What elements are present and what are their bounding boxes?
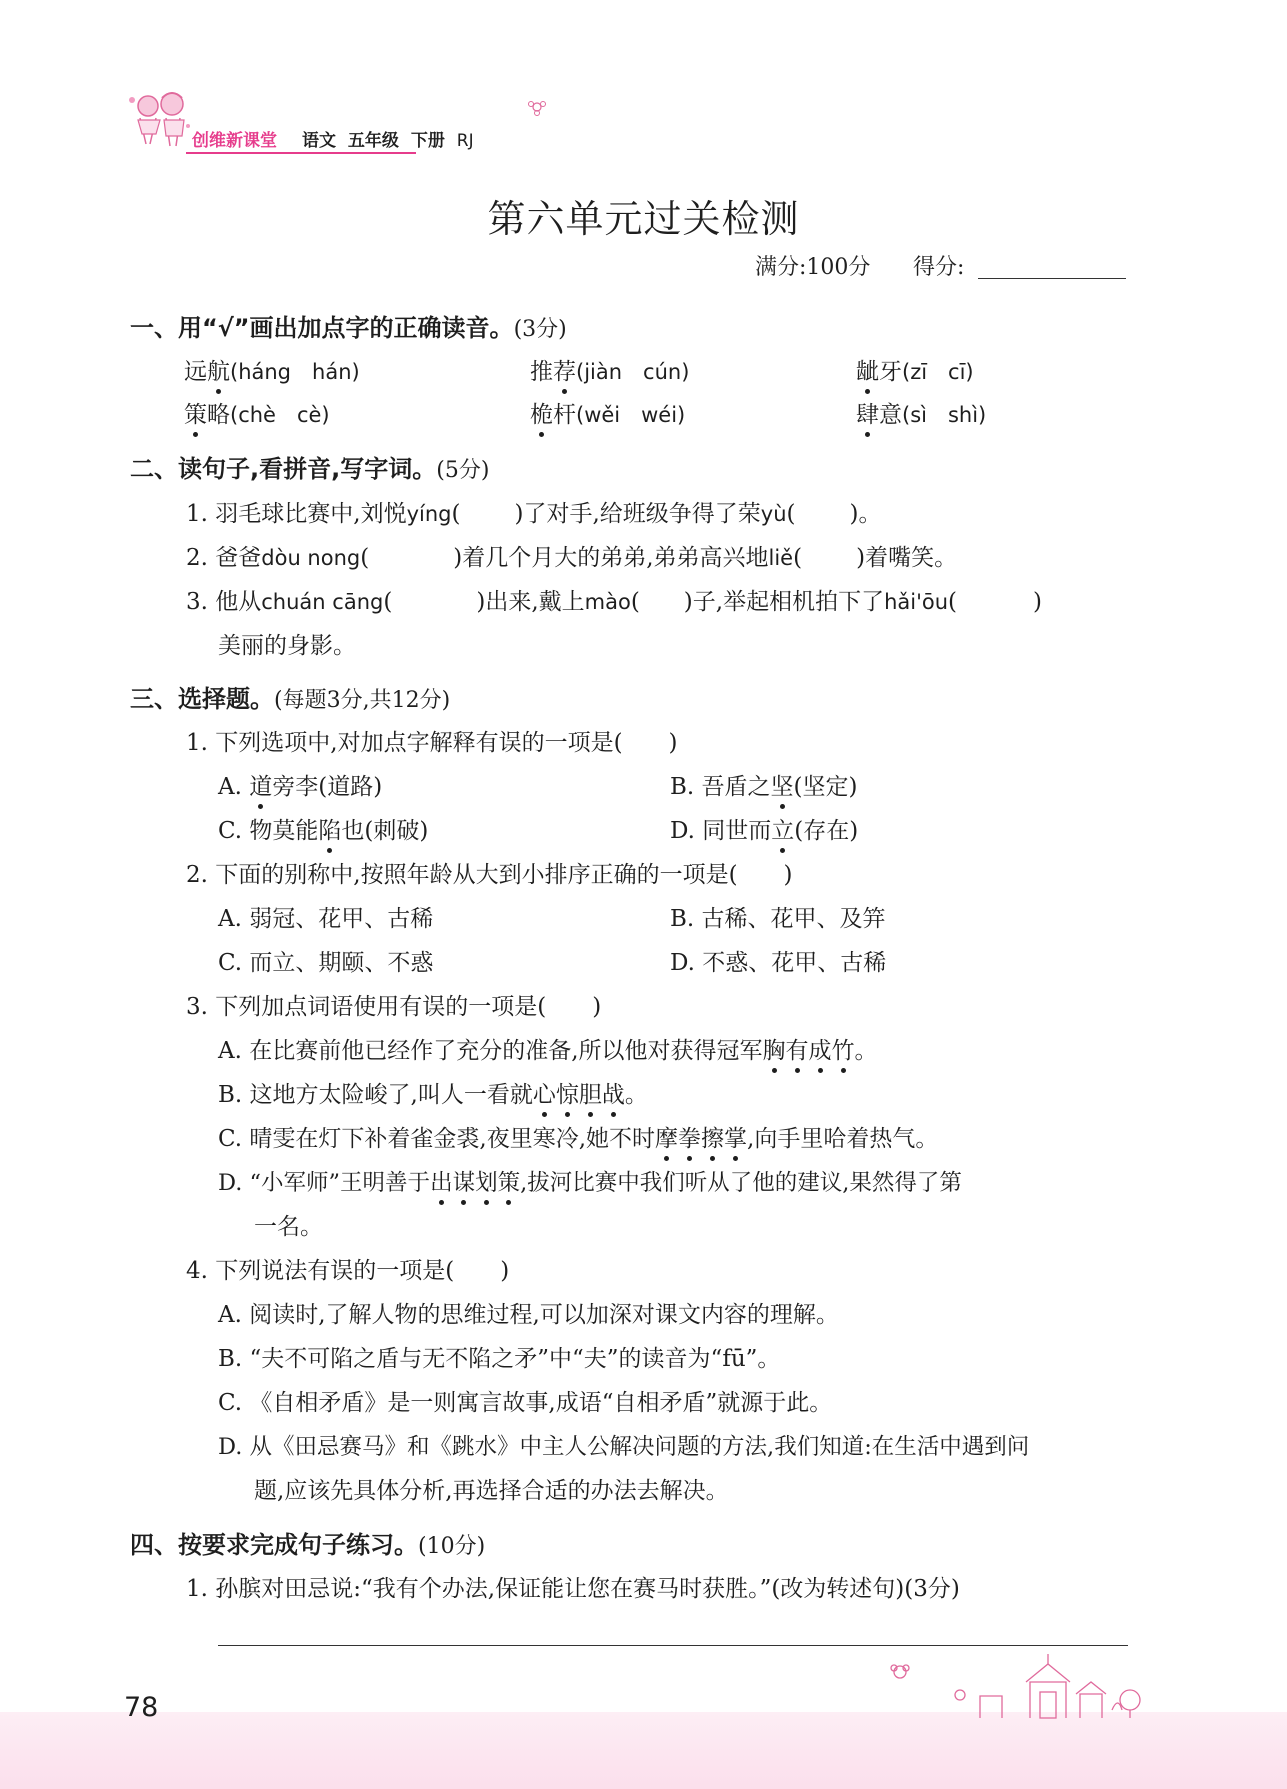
answer-line[interactable] — [218, 1645, 1128, 1646]
s1-item-5: 桅杆(wěi wéi) — [530, 402, 686, 428]
s3-q1-option-b[interactable]: B. 吾盾之坚(坚定) — [670, 774, 858, 800]
s3-q2-option-b[interactable]: B. 古稀、花甲、及笄 — [670, 906, 886, 932]
volume: 下册 — [410, 131, 445, 151]
s3-q3-option-b[interactable]: B. 这地方太险峻了,叫人一看就心惊胆战。 — [218, 1082, 648, 1108]
s2-question-2: 2. 爸爸dòu nong( )着几个月大的弟弟,弟弟高兴地liě( )着嘴笑。 — [186, 545, 958, 571]
brand-name: 创维新课堂 — [192, 131, 277, 151]
s3-q4-option-a[interactable]: A. 阅读时,了解人物的思维过程,可以加深对课文内容的理解。 — [218, 1302, 839, 1328]
s3-q2-stem: 2. 下面的别称中,按照年龄从大到小排序正确的一项是( ) — [186, 862, 793, 888]
s1-item-1: 远航(háng hán) — [184, 359, 360, 385]
full-score: 满分:100分 — [755, 255, 871, 280]
s4-question-1: 1. 孙膑对田忌说:“我有个办法,保证能让您在赛马时获胜。”(改为转述句)(3分) — [186, 1576, 960, 1602]
s3-q4-option-b[interactable]: B. “夫不可陷之盾与无不陷之矛”中“夫”的读音为“fū”。 — [218, 1346, 781, 1372]
s3-q3-option-c[interactable]: C. 晴雯在灯下补着雀金裘,夜里寒冷,她不时摩拳擦掌,向手里哈着热气。 — [218, 1126, 939, 1152]
footer-band — [0, 1712, 1287, 1789]
book-info — [302, 126, 474, 151]
s2-question-1: 1. 羽毛球比赛中,刘悦yíng( )了对手,给班级争得了荣yù( )。 — [186, 501, 882, 527]
s3-q3-option-a[interactable]: A. 在比赛前他已经作了充分的准备,所以他对获得冠军胸有成竹。 — [218, 1038, 878, 1064]
score-label: 得分: — [913, 255, 965, 280]
s2-question-3-cont: 美丽的身影。 — [218, 633, 356, 659]
header-rule — [186, 152, 416, 154]
page-title: 第六单元过关检测 — [487, 197, 800, 241]
s3-q4-option-d[interactable]: D. 从《田忌赛马》和《跳水》中主人公解决问题的方法,我们知道:在生活中遇到问 — [218, 1434, 1030, 1460]
s1-item-6: 肆意(sì shì) — [856, 402, 987, 428]
score-blank[interactable] — [978, 278, 1126, 279]
s1-item-3: 龇牙(zī cī) — [856, 359, 974, 385]
subject: 语文 — [302, 131, 336, 151]
s3-q4-stem: 4. 下列说法有误的一项是( ) — [186, 1258, 510, 1284]
s3-q3-stem: 3. 下列加点词语使用有误的一项是( ) — [186, 994, 602, 1020]
s3-q4-option-c[interactable]: C. 《自相矛盾》是一则寓言故事,成语“自相矛盾”就源于此。 — [218, 1390, 833, 1416]
grade: 五年级 — [347, 131, 399, 151]
s3-q4-option-d-cont: 题,应该先具体分析,再选择合适的办法去解决。 — [254, 1478, 729, 1504]
section-1-heading: 一、用“√”画出加点字的正确读音。(3分) — [130, 314, 567, 342]
s1-item-2: 推荐(jiàn cún) — [530, 359, 690, 385]
s3-q3-option-d[interactable]: D. “小军师”王明善于出谋划策,拔河比赛中我们听从了他的建议,果然得了第 — [218, 1170, 962, 1196]
s3-q2-option-a[interactable]: A. 弱冠、花甲、古稀 — [218, 906, 434, 932]
edition: RJ — [456, 131, 474, 151]
s3-q1-option-d[interactable]: D. 同世而立(存在) — [670, 818, 859, 844]
s3-q3-option-d-cont: 一名。 — [254, 1214, 323, 1240]
s3-q1-option-a[interactable]: A. 道旁李(道路) — [218, 774, 383, 800]
kids-mascot-icon — [126, 86, 196, 154]
s3-q1-option-c[interactable]: C. 物莫能陷也(刺破) — [218, 818, 429, 844]
s3-q2-option-c[interactable]: C. 而立、期颐、不惑 — [218, 950, 434, 976]
castle-decoration-icon — [880, 1650, 1160, 1720]
s1-item-4: 策略(chè cè) — [184, 402, 330, 428]
section-2-heading: 二、读句子,看拼音,写字词。(5分) — [130, 455, 490, 483]
flower-decoration-icon — [526, 98, 548, 116]
s3-q2-option-d[interactable]: D. 不惑、花甲、古稀 — [670, 950, 887, 976]
page-number: 78 — [124, 1692, 159, 1723]
s3-q1-stem: 1. 下列选项中,对加点字解释有误的一项是( ) — [186, 730, 678, 756]
section-4-heading: 四、按要求完成句子练习。(10分) — [130, 1531, 486, 1559]
section-3-heading: 三、选择题。(每题3分,共12分) — [130, 685, 451, 713]
s2-question-3: 3. 他从chuán cāng( )出来,戴上mào( )子,举起相机拍下了hǎi'ōu( ) — [186, 589, 1043, 615]
